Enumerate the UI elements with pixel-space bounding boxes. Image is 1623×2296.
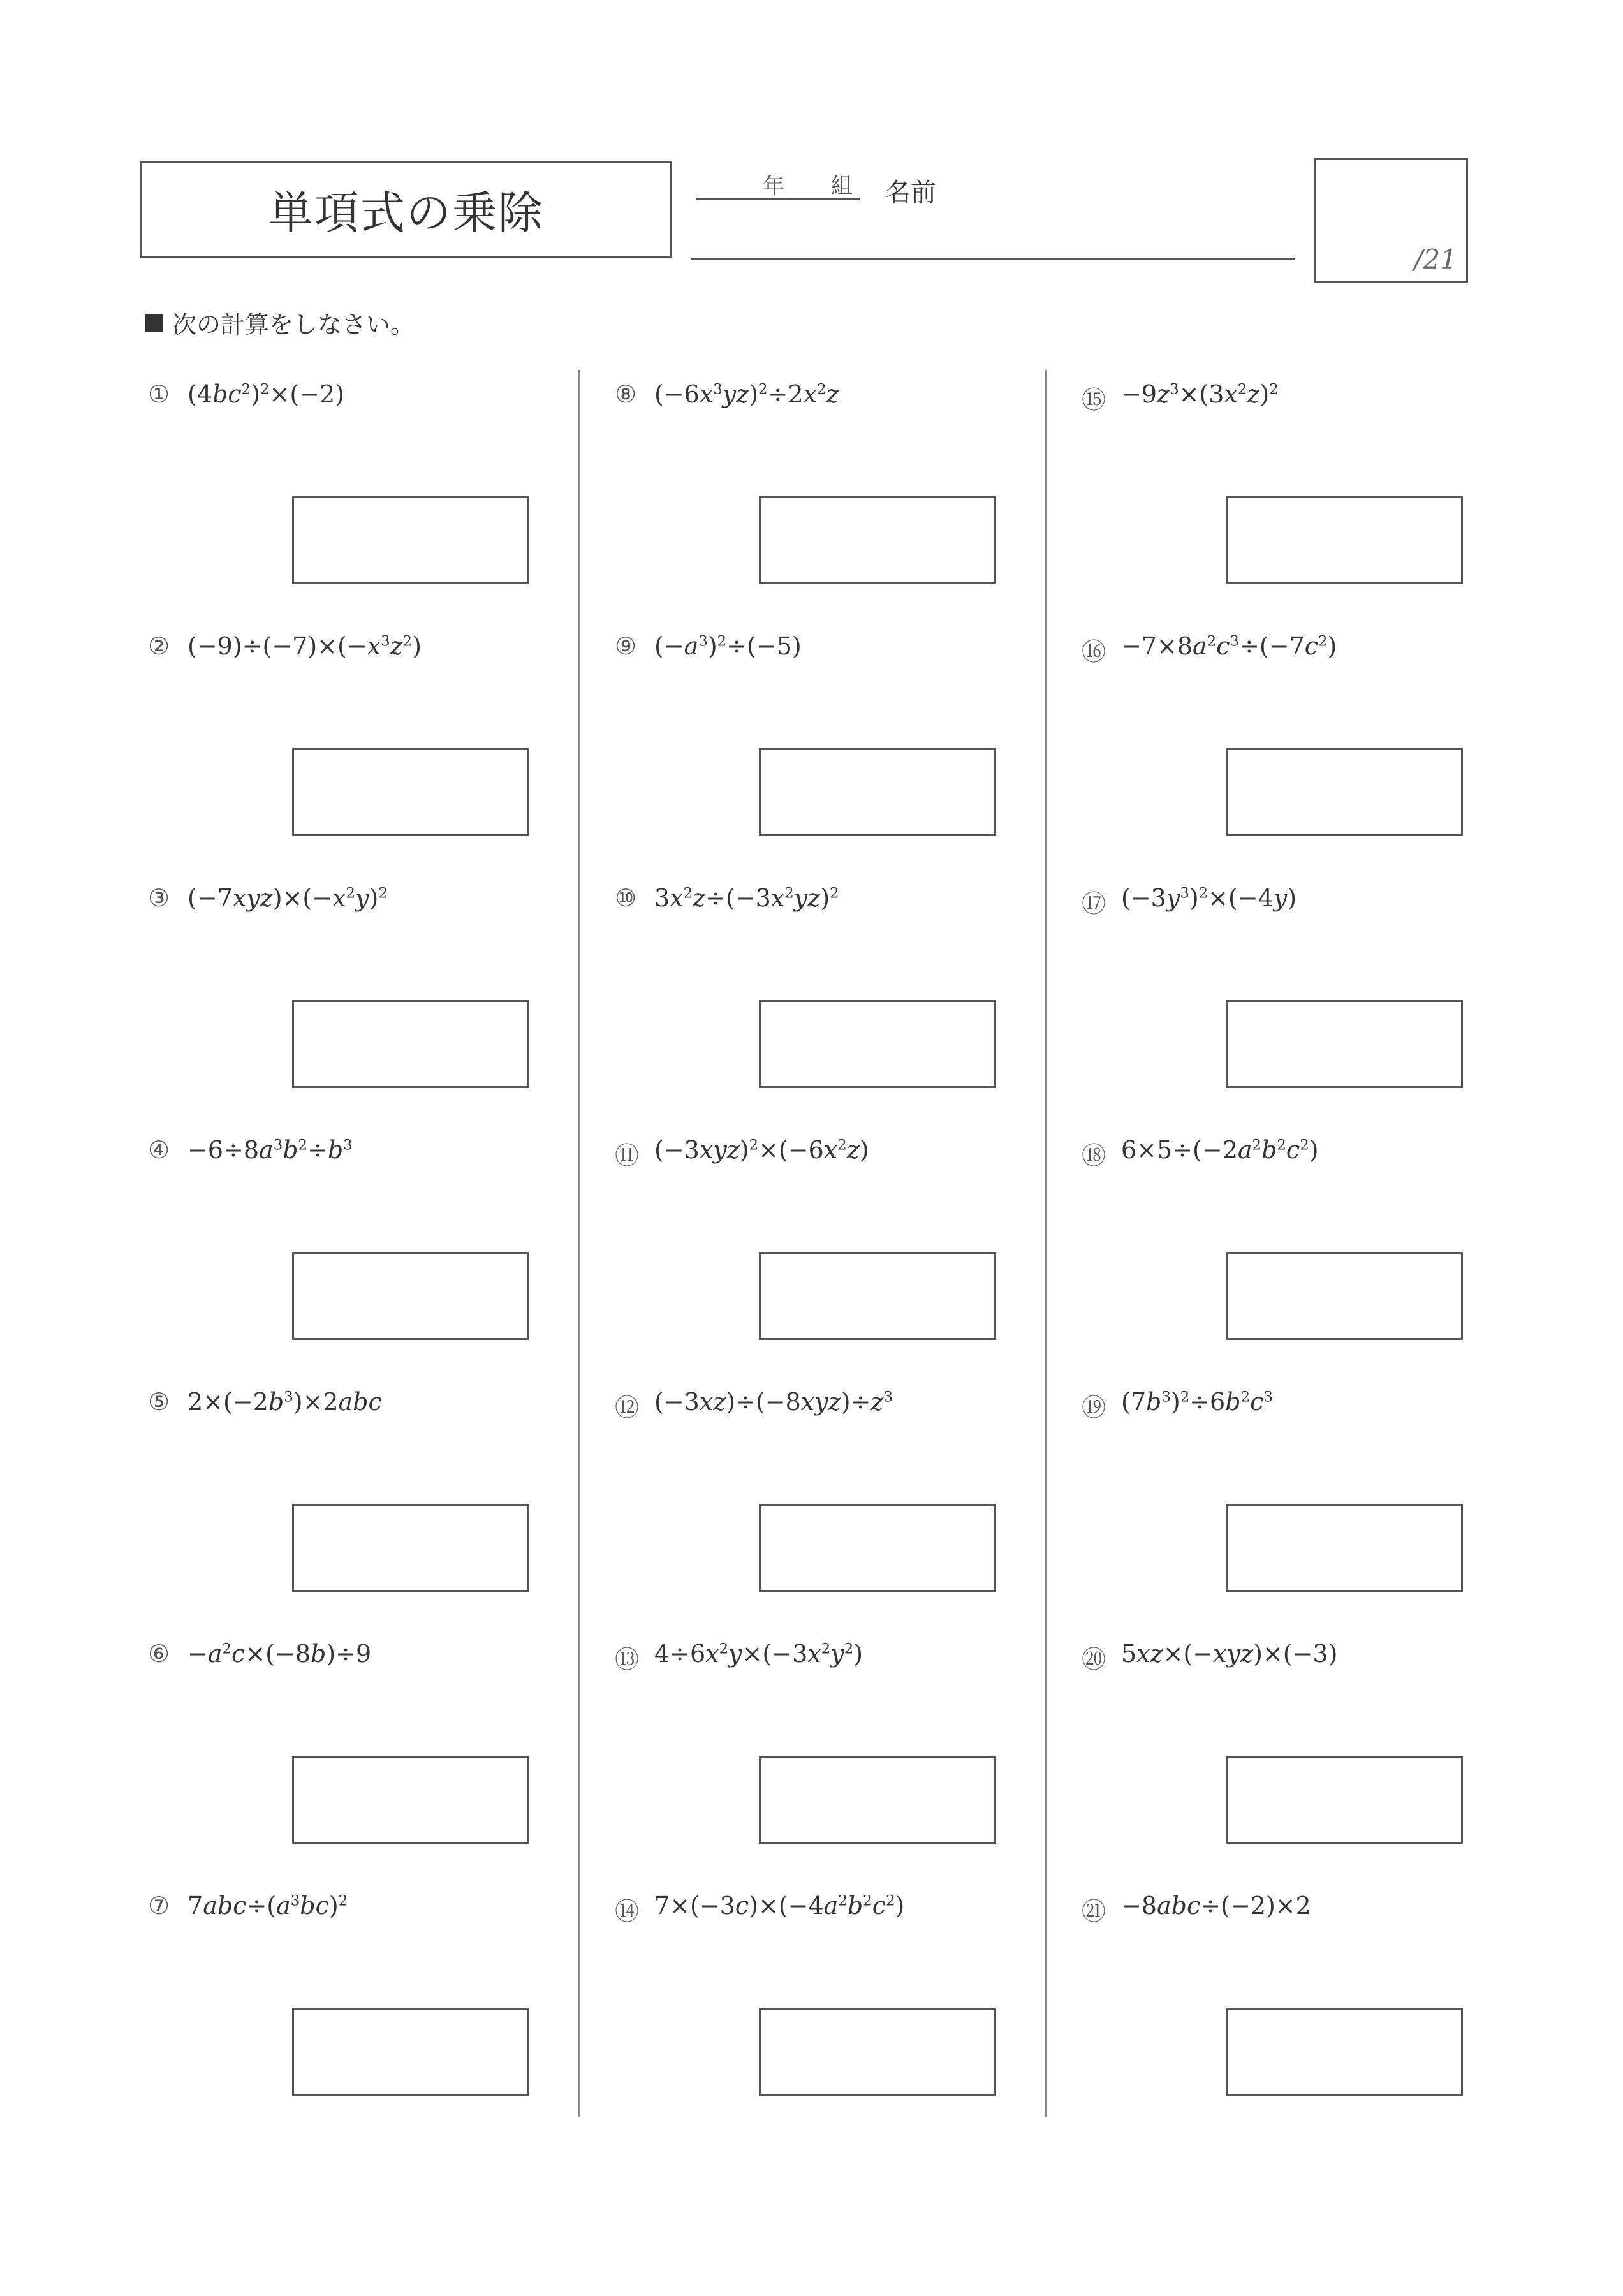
answer-box[interactable] [292, 1252, 529, 1340]
answer-box[interactable] [1226, 2008, 1463, 2096]
name-entry-line[interactable] [691, 258, 1295, 260]
answer-box[interactable] [292, 496, 529, 584]
problem-expression: $-9z^3\times(3x^2z)^2$ [1121, 380, 1279, 408]
problem-number: ③ [148, 884, 170, 912]
answer-box[interactable] [1226, 1000, 1463, 1088]
problem-number: ⑰ [1082, 890, 1106, 918]
problem-expression: $7\times(-3c)\times(-4a^2b^2c^2)$ [654, 1892, 905, 1920]
problem-number: ① [148, 380, 170, 408]
problem-expression: $7abc\div(a^3bc)^2$ [187, 1892, 348, 1920]
worksheet-title: 単項式の乗除 [140, 161, 672, 258]
problem-14 [615, 1892, 1061, 2144]
problem-expression: $(7b^3)^2\div 6b^2c^3$ [1121, 1388, 1273, 1416]
problem-number: ⑱ [1082, 1142, 1106, 1170]
problem-number: ④ [148, 1136, 170, 1164]
problem-3 [148, 884, 594, 1136]
problem-expression: $-7\times 8a^2c^3\div(-7c^2)$ [1121, 632, 1337, 660]
problem-5 [148, 1388, 594, 1640]
problem-13 [615, 1640, 1061, 1892]
problem-10 [615, 884, 1061, 1136]
problem-number: ⑳ [1082, 1645, 1106, 1674]
answer-box[interactable] [759, 1504, 996, 1592]
answer-box[interactable] [759, 1756, 996, 1844]
problem-number: ⑩ [615, 884, 637, 912]
class-entry-line[interactable] [696, 198, 860, 200]
answer-box[interactable] [1226, 1756, 1463, 1844]
problem-number: ⑯ [1082, 638, 1106, 666]
problem-number: ⑮ [1082, 386, 1106, 414]
problem-expression: $-a^2c\times(-8b)\div 9$ [187, 1640, 372, 1668]
square-bullet-icon [145, 314, 163, 332]
problem-expression: $(-3xyz)^2\times(-6x^2z)$ [654, 1136, 869, 1164]
problem-expression: $(-7xyz)\times(-x^2y)^2$ [187, 884, 388, 912]
problem-number: ㉑ [1082, 1897, 1106, 1925]
problem-expression: $(-6x^3yz)^2\div 2x^2z$ [654, 380, 839, 408]
answer-box[interactable] [759, 1252, 996, 1340]
instruction-text: 次の計算をしなさい。 [172, 311, 415, 339]
answer-box[interactable] [759, 748, 996, 836]
problem-number: ② [148, 632, 170, 660]
problem-expression: $4\div 6x^2y\times(-3x^2y^2)$ [654, 1640, 863, 1668]
problem-number: ⑦ [148, 1892, 170, 1920]
class-label: 組 [831, 173, 853, 199]
problem-4 [148, 1136, 594, 1388]
problem-15 [1082, 380, 1528, 632]
answer-box[interactable] [1226, 496, 1463, 584]
answer-box[interactable] [1226, 1252, 1463, 1340]
answer-box[interactable] [759, 2008, 996, 2096]
problem-expression: 5xz×(−xyz)×(−3) [1121, 1640, 1338, 1668]
answer-box[interactable] [292, 1000, 529, 1088]
problem-16 [1082, 632, 1528, 884]
answer-box[interactable] [292, 748, 529, 836]
problem-19 [1082, 1388, 1528, 1640]
answer-box[interactable] [292, 1504, 529, 1592]
problem-7 [148, 1892, 594, 2144]
problem-number: ⑤ [148, 1388, 170, 1416]
problem-8 [615, 380, 1061, 632]
instruction [145, 305, 415, 340]
problem-6 [148, 1640, 594, 1892]
problem-number: ⑬ [615, 1645, 640, 1674]
problem-11 [615, 1136, 1061, 1388]
problem-21 [1082, 1892, 1528, 2144]
problem-12 [615, 1388, 1061, 1640]
problem-expression: $(4bc^2)^2\times(-2)$ [187, 380, 344, 408]
problem-expression: $(-a^3)^2\div(-5)$ [654, 632, 802, 660]
score-total: /21 [1414, 244, 1457, 275]
problem-expression: $6\times 5\div(-2a^2b^2c^2)$ [1121, 1136, 1319, 1164]
problem-expression: $(-3y^3)^2\times(-4y)$ [1121, 884, 1297, 912]
problem-number: ⑫ [615, 1394, 640, 1422]
problem-number: ⑭ [615, 1897, 640, 1925]
problem-17 [1082, 884, 1528, 1136]
problem-expression: $-6\div 8a^3b^2\div b^3$ [187, 1136, 353, 1164]
problem-number: ⑧ [615, 380, 637, 408]
problem-expression: $(-9)\div(-7)\times(-x^3z^2)$ [187, 632, 422, 660]
answer-box[interactable] [1226, 1504, 1463, 1592]
answer-box[interactable] [1226, 748, 1463, 836]
problem-2 [148, 632, 594, 884]
answer-box[interactable] [292, 1756, 529, 1844]
problem-number: ⑲ [1082, 1394, 1106, 1422]
problem-expression: $3x^2z\div(-3x^2yz)^2$ [654, 884, 839, 912]
answer-box[interactable] [759, 1000, 996, 1088]
problem-expression: $2\times(-2b^3)\times 2abc$ [187, 1388, 382, 1416]
problem-number: ⑪ [615, 1142, 640, 1170]
problem-9 [615, 632, 1061, 884]
score-box[interactable] [1314, 158, 1468, 283]
problem-18 [1082, 1136, 1528, 1388]
problem-expression: −8abc÷(−2)×2 [1121, 1892, 1311, 1920]
problem-20 [1082, 1640, 1528, 1892]
problem-1 [148, 380, 594, 632]
answer-box[interactable] [292, 2008, 529, 2096]
problem-expression: $(-3xz)\div(-8xyz)\div z^3$ [654, 1388, 893, 1416]
year-label: 年 [763, 173, 784, 199]
problem-number: ⑨ [615, 632, 637, 660]
name-label: 名前 [885, 178, 936, 207]
problem-number: ⑥ [148, 1640, 170, 1668]
answer-box[interactable] [759, 496, 996, 584]
